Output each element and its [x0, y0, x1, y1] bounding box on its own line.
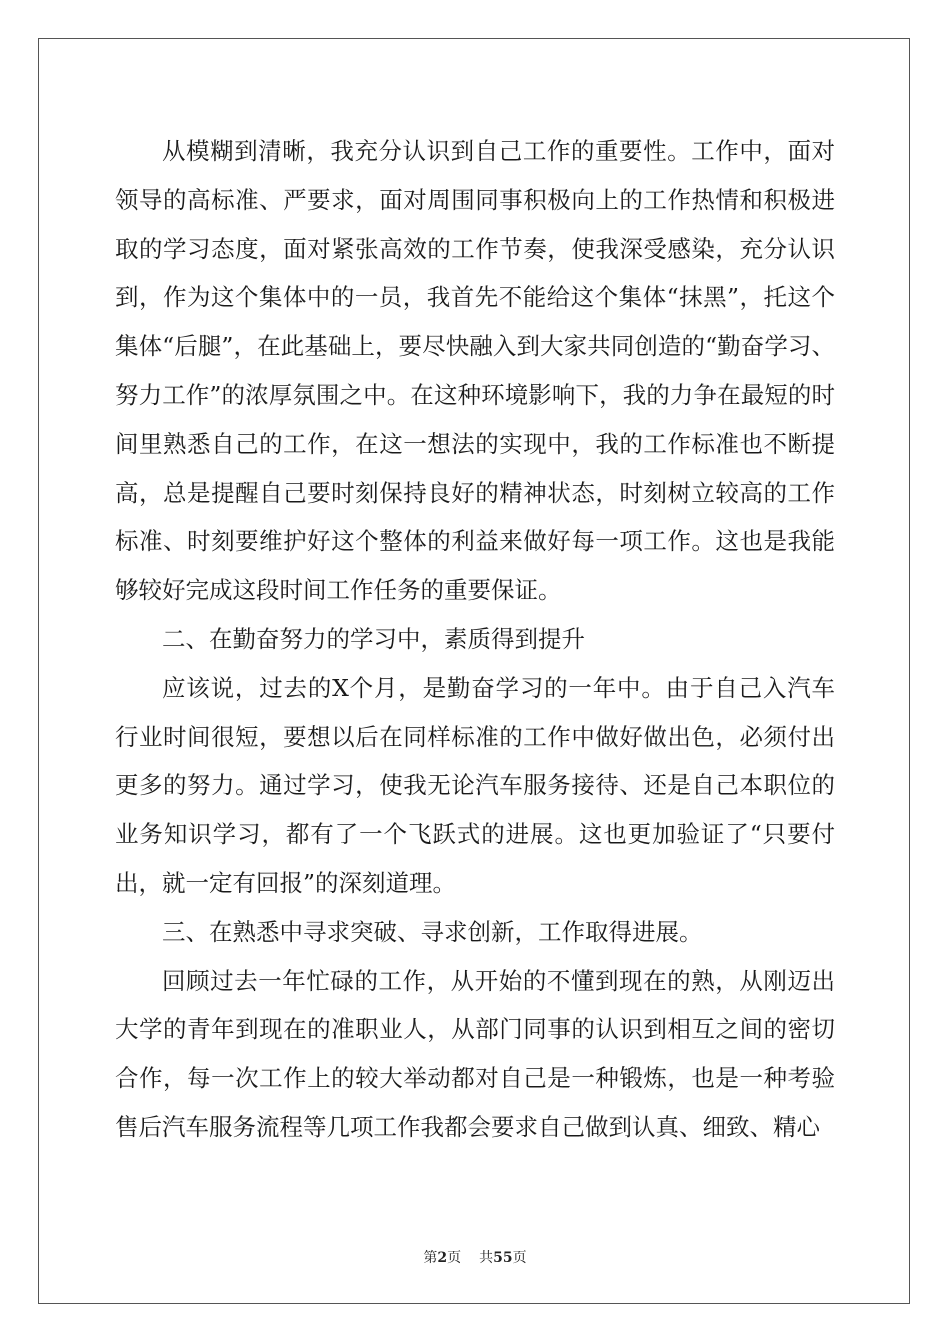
current-page-number: 2: [437, 1250, 448, 1266]
footer-page-unit: 页: [447, 1250, 462, 1266]
document-body: [115, 127, 835, 1152]
footer-total-unit: 页: [512, 1250, 527, 1266]
total-page-count: 55: [493, 1250, 513, 1266]
paragraph-study: 应该说，过去的X个月，是勤奋学习的一年中。由于自己入汽车行业时间很短，要想以后在同样标准的工作中做好做出色，必须付出更多的努力。通过学习，使我无论汽车服务接待、还是自己本职位的业务知识学习，都有了一个飞跃式的进展。这也更加验证了“只要付出，就一定有回报”的深刻道理。: [115, 673, 835, 897]
footer-prefix: 第: [423, 1250, 438, 1266]
footer-total-prefix: 共: [479, 1250, 494, 1266]
page-footer: [0, 1247, 950, 1267]
section-heading-study: 二、在勤奋努力的学习中，素质得到提升: [162, 624, 585, 653]
section-heading-innovation: 三、在熟悉中寻求突破、寻求创新，工作取得进展。: [162, 917, 703, 946]
paragraph-review: 回顾过去一年忙碌的工作，从开始的不懂到现在的熟，从刚迈出大学的青年到现在的准职业人，从部门同事的认识到相互之间的密切合作，每一次工作上的较大举动都对自己是一种锻炼，也是一种考验售后汽车服务流程等几项工作我都会要求自己做到认真、细致、精心: [115, 966, 835, 1141]
paragraph-understanding: 从模糊到清晰，我充分认识到自己工作的重要性。工作中，面对领导的高标准、严要求，面对周围同事积极向上的工作热情和积极进取的学习态度，面对紧张高效的工作节奏，使我深受感染，充分认识到，作为这个集体中的一员，我首先不能给这个集体“抹黑”，托这个集体“后腿”，在此基础上，要尽快融入到大家共同创造的“勤奋学习、努力工作”的浓厚氛围之中。在这种环境影响下，我的力争在最短的时间里熟悉自己的工作，在这一想法的实现中，我的工作标准也不断提高，总是提醒自己要时刻保持良好的精神状态，时刻树立较高的工作标准、时刻要维护好这个整体的利益来做好每一项工作。这也是我能够较好完成这段时间工作任务的重要保证。: [115, 137, 835, 605]
